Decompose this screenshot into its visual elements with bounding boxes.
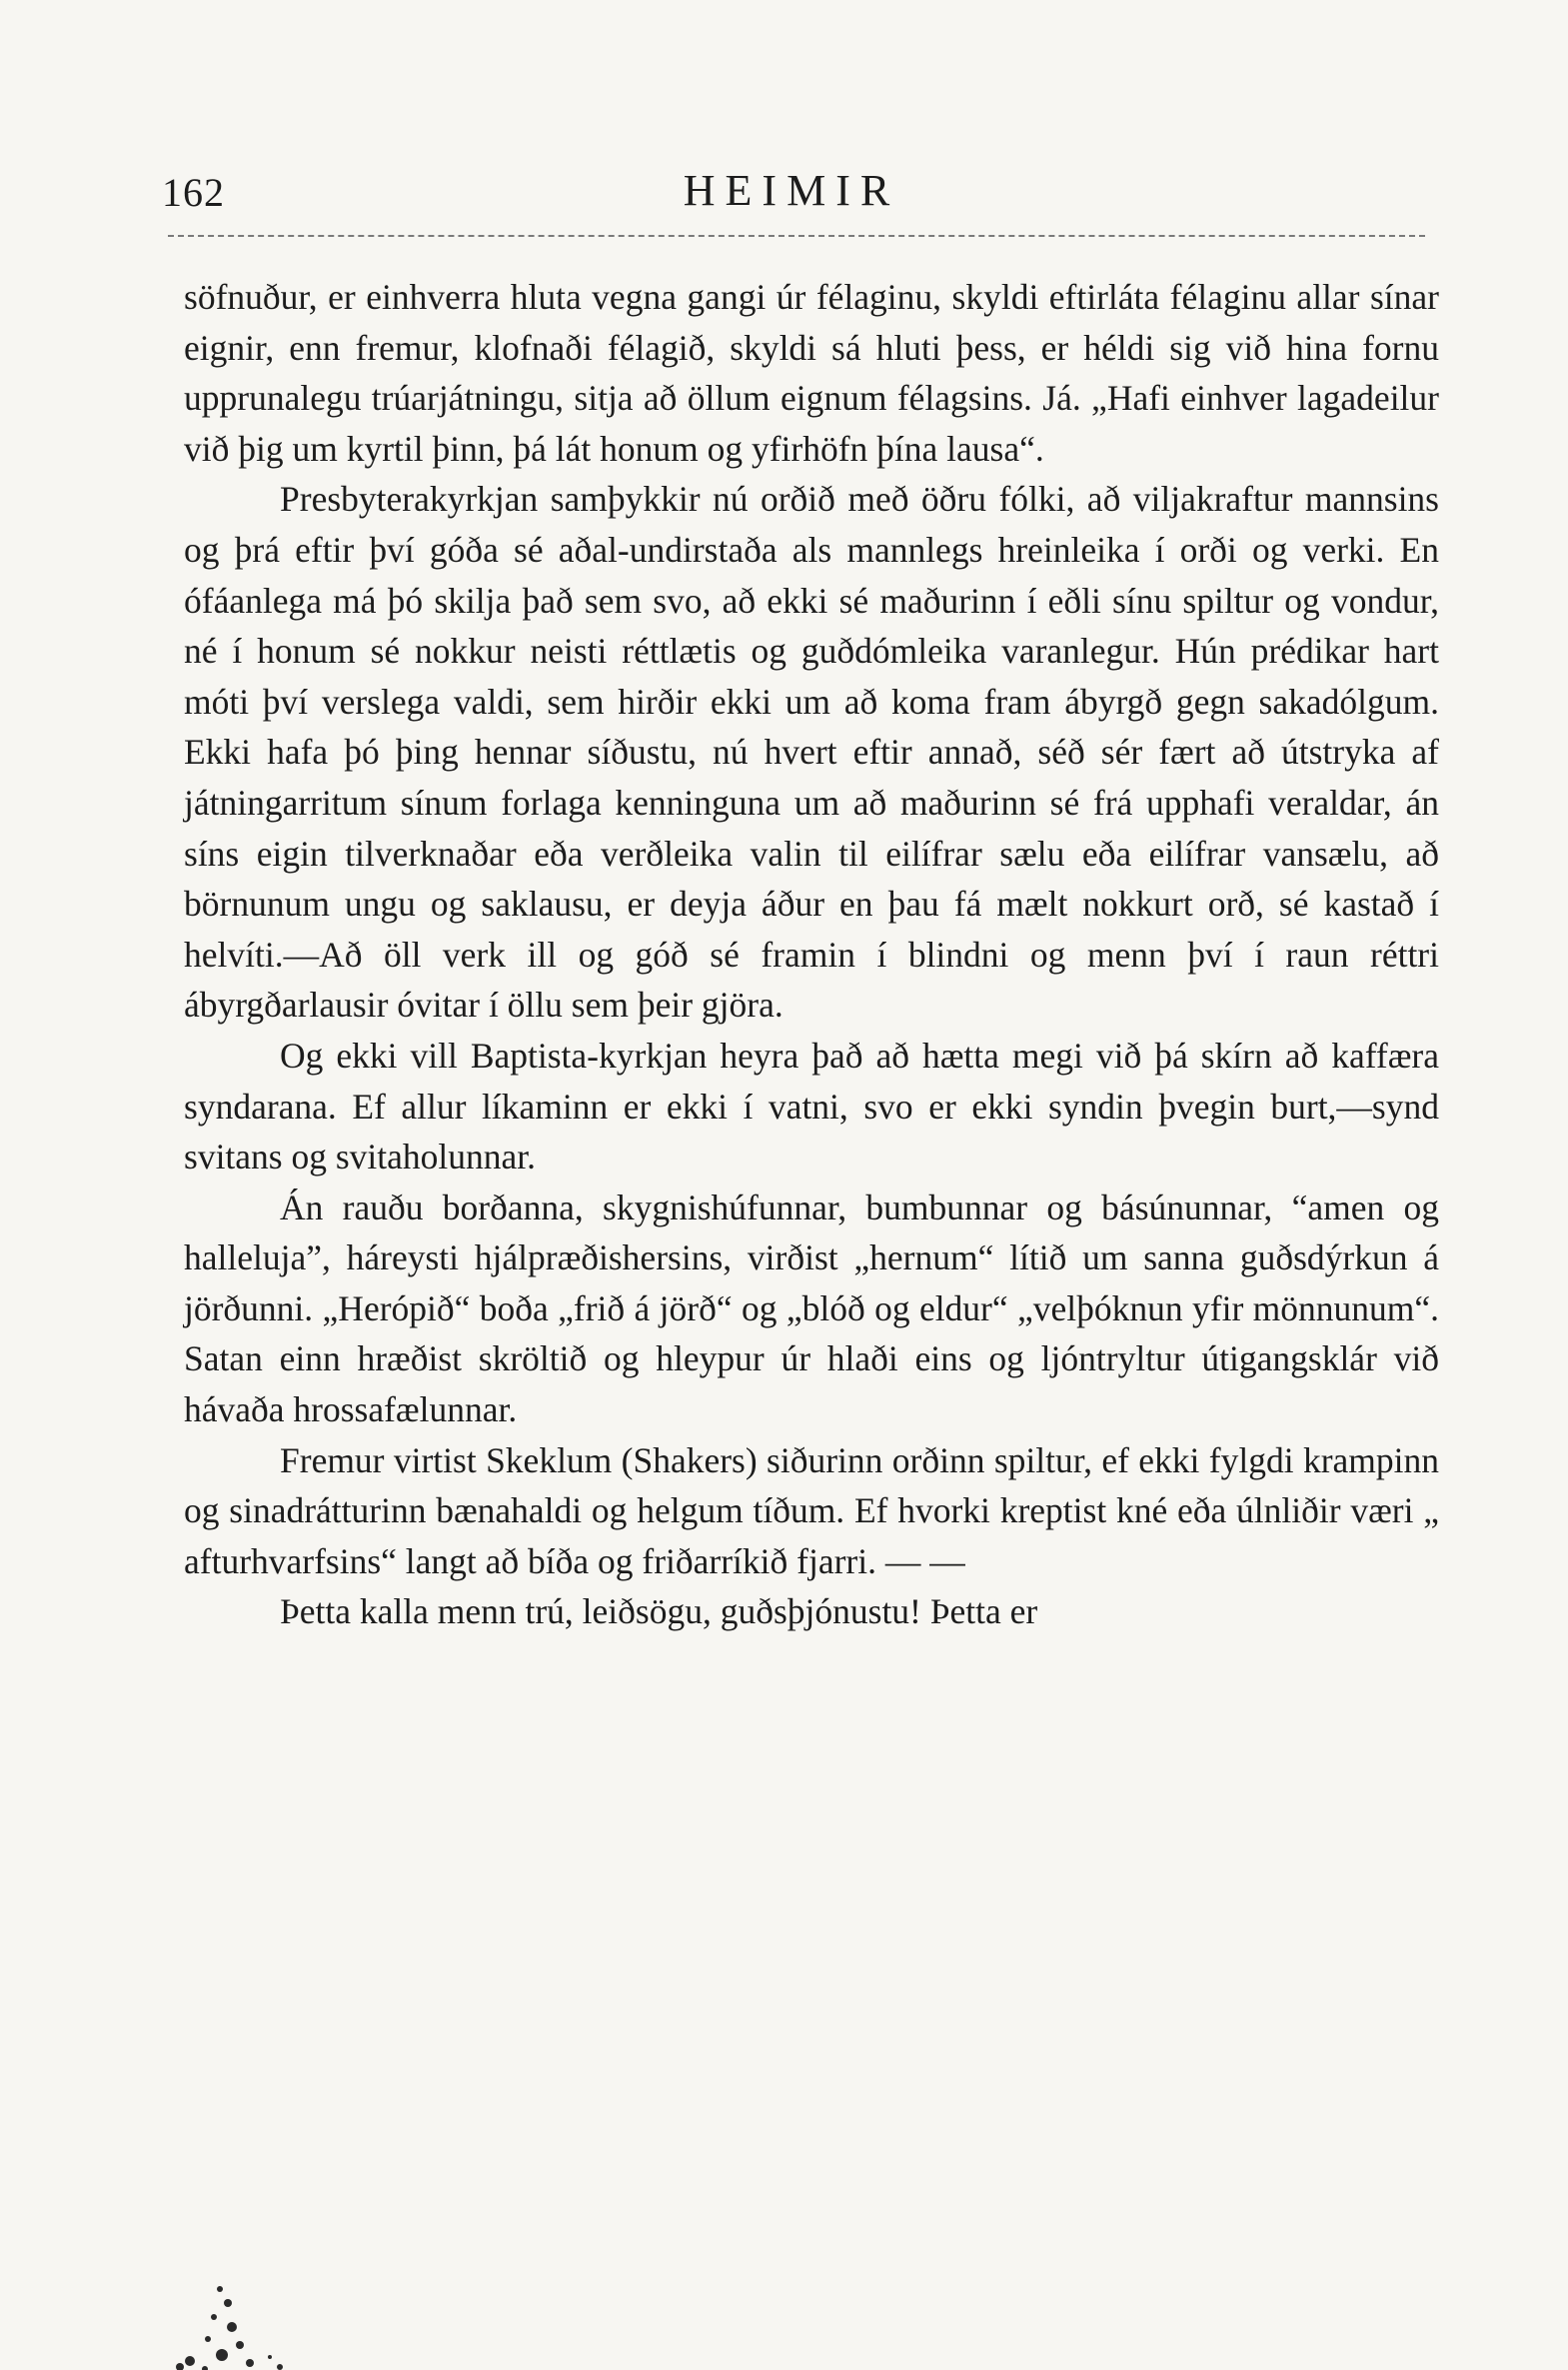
paragraph-2: Presbyterakyrkjan samþykkir nú orðið með öðru fólki, að viljakraftur mannsins og þrá eftir því góða sé aðal-undirstaða als mannlegs hreinleika í orði og verki. En ófáanlega má þó skilja það sem svo, að ekki sé maðurinn í eðli sínu spiltur og vondur, né í honum sé nokkur neisti réttlætis og guðdómleika varanlegur. Hún prédikar hart móti því verslega valdi, sem hirðir ekki um að koma fram ábyrgð gegn sakadólgum. Ekki hafa þó þing hennar síðustu, nú hvert eftir annað, séð sér fært að útstryka af játningarritum sínum forlaga kenninguna um að maðurinn sé frá upphafi veraldar, án síns eigin tilverknaðar eða verðleika valin til eilífrar sælu eða eilífrar vansælu, að börnunum ungu og saklausu, er deyja áður en þau fá mælt nokkurt orð, sé kastað í helvíti.—Að öll verk ill og góð sé framin í blindni og menn því í raun réttri ábyrgðarlausir óvitar í öllu sem þeir gjöra. [184,479,1439,1026]
scan-specks [150,2269,400,2370]
running-title: HEIMIR [683,166,900,215]
paragraph-5: Fremur virtist Skeklum (Shakers) siðurinn orðinn spiltur, ef ekki fylgdi krampinn og sinadrátturinn bænahaldi og helgum tíðum. Ef hvorki kreptist kné eða úlnliðir væri „ afturhvarfsins“ langt að bíða og friðarríkið fjarri. — — [184,1439,1439,1581]
paragraph-4: Án rauðu borðanna, skygnishúfunnar, bumbunnar og básúnunnar, “amen og halleluja”, háreysti hjálpræðishersins, virðist „hernum“ lítið um sanna guðsdýrkun á jörðunni. „Herópið“ boða „frið á jörð“ og „blóð og eldur“ „velþóknun yfir mönnunum“. Satan einn hræðist skröltið og hleypur úr hlaði eins og ljóntryltur útigangsklár við hávaða hrossafælunnar. [184,1186,1439,1430]
page-header [162,165,1441,225]
paragraph-6: Þetta kalla menn trú, leiðsögu, guðsþjónustu! Þetta er [280,1591,1038,1632]
header-rule [168,235,1425,237]
paragraph-3: Og ekki vill Baptista-kyrkjan heyra það að hætta megi við þá skírn að kaffæra syndarana. Ef allur líkaminn er ekki í vatni, svo er ekki syndin þvegin burt,—synd svitans og svitaholunnar. [184,1035,1439,1178]
paragraph-1: söfnuður, er einhverra hluta vegna gangi úr félaginu, skyldi eftirláta félaginu allar sínar eignir, enn fremur, klofnaði félagið, skyldi sá hluti þess, er héldi sig við hina fornu upprunalegu trúarjátningu, sitja að öllum eignum félagsins. Já. „Hafi einhver lagadeilur við þig um kyrtil þinn, þá lát honum og yfirhöfn þína lausa“. [184,277,1439,469]
page-number: 162 [162,170,225,215]
body-text [184,272,1439,1637]
